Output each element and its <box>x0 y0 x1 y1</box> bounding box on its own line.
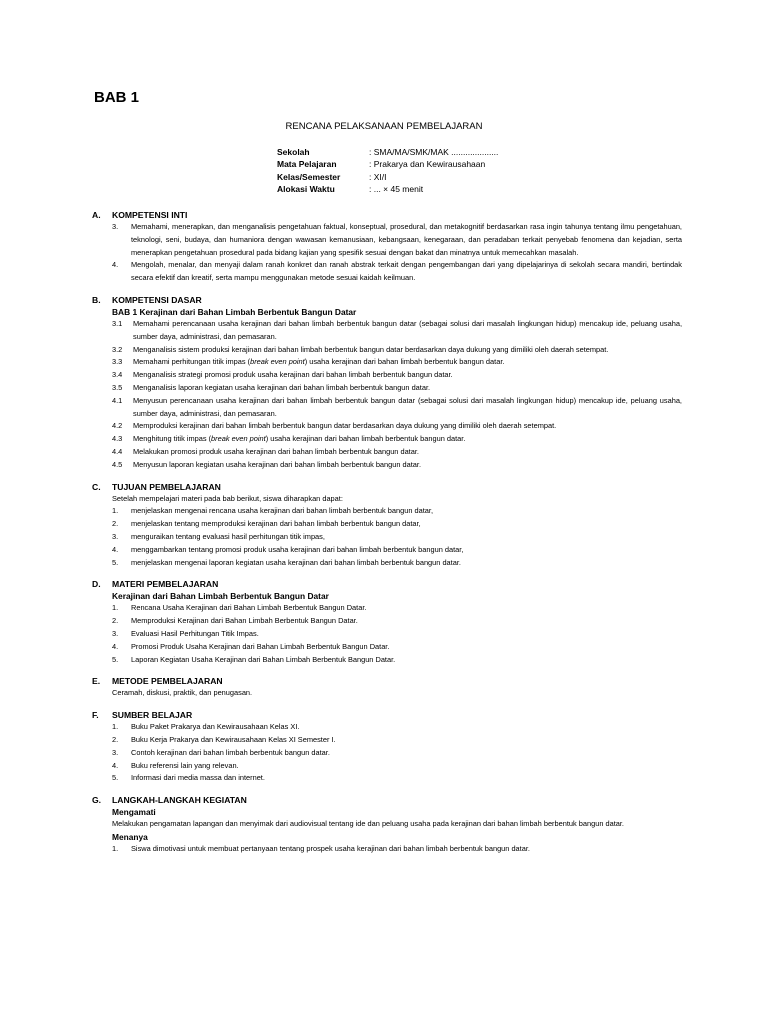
list-item <box>112 628 682 641</box>
identity-row <box>277 158 498 170</box>
identity-row <box>277 171 498 183</box>
section-heading <box>92 578 682 590</box>
item-number: 1. <box>112 843 119 853</box>
item-text: Menyusun perencanaan usaha kerajinan dari bahan limbah berbentuk bangun datar (sebagai solusi dari masalah lingkungan hidup) mencakup ide, peluang usaha, sumber daya, administrasi, dan pemasaran. <box>133 395 682 418</box>
section-langkah-kegiatan <box>92 794 682 856</box>
chapter-heading: BAB 1 <box>94 89 140 106</box>
item-text-post: ) usaha kerajinan dari bahan limbah berbentuk bangun datar. <box>304 357 505 367</box>
list-item <box>112 344 682 357</box>
section-text: Ceramah, diskusi, praktik, dan penugasan. <box>112 688 253 698</box>
section-subtitle: BAB 1 Kerajinan dari Bahan Limbah Berbentuk Bangun Datar <box>112 306 357 317</box>
section-letter: F. <box>92 710 99 721</box>
item-text: Evaluasi Hasil Perhitungan Titik Impas. <box>131 628 259 638</box>
section-letter: C. <box>92 481 101 492</box>
item-number: 4. <box>112 544 119 554</box>
list-item <box>112 318 682 344</box>
identity-row <box>277 146 498 158</box>
list-item <box>112 544 682 557</box>
identity-label: Kelas/Semester <box>277 171 341 182</box>
identity-label: Mata Pelajaran <box>277 159 337 170</box>
item-text: Memproduksi kerajinan dari bahan limbah berbentuk bangun datar berdasarkan daya dukung yang dimiliki oleh daerah setempat. <box>133 421 557 431</box>
section-body <box>92 590 682 666</box>
section-heading <box>92 481 682 493</box>
section-heading <box>92 675 682 687</box>
list-item <box>112 654 682 667</box>
item-number: 2. <box>112 616 119 626</box>
item-number: 1. <box>112 506 119 516</box>
section-letter: D. <box>92 579 101 590</box>
document-body <box>92 209 682 865</box>
item-number: 4. <box>112 760 119 770</box>
list-item <box>112 369 682 382</box>
section-title: MATERI PEMBELAJARAN <box>112 579 219 590</box>
section-letter: G. <box>92 795 102 806</box>
list-item <box>112 557 682 570</box>
section-body <box>92 687 682 700</box>
subsection-mengamati-title: Mengamati <box>112 807 156 818</box>
item-text <box>133 433 682 446</box>
section-title: KOMPETENSI DASAR <box>112 294 202 305</box>
section-title: TUJUAN PEMBELAJARAN <box>112 481 221 492</box>
item-text: menguraikan tentang evaluasi hasil perhitungan titik impas, <box>131 531 325 541</box>
list-item <box>112 433 682 446</box>
item-text: Informasi dari media massa dan internet. <box>131 773 265 783</box>
item-text: Memahami, menerapkan, dan menganalisis pengetahuan faktual, konseptual, prosedural, dan metakognitif berdasarkan rasa ingin tahunya tentang ilmu pengetahuan, teknologi, seni, budaya, dan humaniora dengan wawasan kemanusiaan, kebangsaan, kenegaraan, dan peradaban terkait penyebab fenomena dan kejadian, serta menerapkan pengetahuan prosedural pada bidang kajian yang spesifik sesuai dengan bakat dan minatnya untuk memecahkan masalah. <box>131 222 682 257</box>
item-number: 3.1 <box>112 318 123 328</box>
item-text: Mengolah, menalar, dan menyaji dalam ranah konkret dan ranah abstrak terkait dengan pengembangan dari yang dipelajarinya di sekolah secara mandiri, bertindak secara efektif dan kreatif, serta mampu menggunakan metode sesuai kaidah keilmuan. <box>131 260 682 283</box>
item-number: 3.5 <box>112 382 123 392</box>
item-number: 4.4 <box>112 446 123 456</box>
item-text: Siswa dimotivasi untuk membuat pertanyaan tentang prospek usaha kerajinan dari bahan limbah berbentuk bangun datar. <box>131 843 530 853</box>
item-text-emphasis: break even point <box>211 434 266 444</box>
identity-value: : ... × 45 menit <box>369 183 424 194</box>
item-number: 4. <box>112 641 119 651</box>
identity-value: : SMA/MA/SMK/MAK .................... <box>369 147 499 157</box>
item-number: 4.3 <box>112 434 123 444</box>
section-body <box>92 721 682 785</box>
item-text: Memproduksi Kerajinan dari Bahan Limbah Berbentuk Bangun Datar. <box>131 616 358 626</box>
item-number: 3. <box>112 628 119 638</box>
section-body <box>92 306 682 472</box>
item-text: Laporan Kegiatan Usaha Kerajinan dari Bahan Limbah Berbentuk Bangun Datar. <box>131 654 396 664</box>
item-text: Promosi Produk Usaha Kerajinan dari Bahan Limbah Berbentuk Bangun Datar. <box>131 641 390 651</box>
section-metode-pembelajaran <box>92 675 682 700</box>
item-number: 5. <box>112 773 119 783</box>
list-item <box>112 602 682 615</box>
item-number: 3.2 <box>112 344 123 354</box>
section-intro: Setelah mempelajari materi pada bab berikut, siswa diharapkan dapat: <box>112 493 343 503</box>
item-text: Buku Paket Prakarya dan Kewirausahaan Kelas XI. <box>131 722 300 732</box>
item-number: 4. <box>112 260 119 270</box>
item-text: Memahami perencanaan usaha kerajinan dari bahan limbah berbentuk bangun datar (sebagai solusi dari masalah lingkungan hidup) mencakup ide, peluang usaha, sumber daya, administrasi, dan pemasaran. <box>133 318 682 341</box>
item-number: 3. <box>112 222 119 231</box>
section-heading <box>92 709 682 721</box>
list-item <box>112 382 682 395</box>
item-number: 3. <box>112 747 119 757</box>
list-item <box>112 772 682 785</box>
section-tujuan-pembelajaran <box>92 481 682 570</box>
item-number: 3.4 <box>112 370 123 380</box>
list-item <box>112 420 682 433</box>
list-item <box>112 518 682 531</box>
section-kompetensi-inti <box>92 209 682 285</box>
item-text: Menganalisis strategi promosi produk usaha kerajinan dari bahan limbah berbentuk bangun datar. <box>133 370 453 380</box>
list-item <box>112 395 682 421</box>
item-text-post: ) usaha kerajinan dari bahan limbah berbentuk bangun datar. <box>265 434 466 444</box>
list-item <box>112 221 682 259</box>
document-title: RENCANA PELAKSANAAN PEMBELAJARAN <box>285 121 483 132</box>
section-heading <box>92 794 682 806</box>
section-title: KOMPETENSI INTI <box>112 210 188 220</box>
section-letter: A. <box>92 210 101 220</box>
item-number: 1. <box>112 722 119 732</box>
item-text-pre: Menghitung titik impas ( <box>133 434 212 444</box>
section-sumber-belajar <box>92 709 682 785</box>
item-text: Menganalisis laporan kegiatan usaha kerajinan dari bahan limbah berbentuk bangun datar. <box>133 382 431 392</box>
item-number: 2. <box>112 519 119 529</box>
list-item <box>112 531 682 544</box>
item-text: Menganalisis sistem produksi kerajinan dari bahan limbah berbentuk bangun datar berdasarkan daya dukung yang dimiliki oleh daerah setempat. <box>133 344 609 354</box>
list-item <box>112 459 682 472</box>
list-item <box>112 356 682 369</box>
identity-table <box>277 146 498 195</box>
section-body <box>92 221 682 285</box>
section-letter: E. <box>92 676 101 687</box>
list-item <box>112 641 682 654</box>
item-number: 4.2 <box>112 421 123 431</box>
item-text: Buku referensi lain yang relevan. <box>131 760 239 770</box>
item-number: 4.1 <box>112 395 123 405</box>
identity-label: Sekolah <box>277 147 310 157</box>
item-number: 2. <box>112 734 119 744</box>
section-title: SUMBER BELAJAR <box>112 710 193 721</box>
section-heading <box>92 294 682 306</box>
section-letter: B. <box>92 294 101 305</box>
item-text: menjelaskan mengenai laporan kegiatan usaha kerajinan dari bahan limbah berbentuk bangun datar. <box>131 557 461 567</box>
item-text: Contoh kerajinan dari bahan limbah berbentuk bangun datar. <box>131 747 330 757</box>
section-heading <box>92 209 682 221</box>
list-item <box>112 734 682 747</box>
item-text: menjelaskan tentang memproduksi kerajinan dari bahan limbah berbentuk bangun datar, <box>131 519 421 529</box>
list-item <box>112 721 682 734</box>
identity-value: : XI/I <box>369 171 387 182</box>
item-text: Menyusun laporan kegiatan usaha kerajinan dari bahan limbah berbentuk bangun datar. <box>133 459 422 469</box>
item-text: menjelaskan mengenai rencana usaha kerajinan dari bahan limbah berbentuk bangun datar, <box>131 506 433 516</box>
item-text-emphasis: break even point <box>250 357 305 367</box>
item-text: Buku Kerja Prakarya dan Kewirausahaan Kelas XI Semester I. <box>131 734 336 744</box>
item-number: 3.3 <box>112 357 123 367</box>
item-text: Rencana Usaha Kerajinan dari Bahan Limbah Berbentuk Bangun Datar. <box>131 603 367 613</box>
list-item <box>112 760 682 773</box>
section-body <box>92 493 682 570</box>
list-item <box>112 747 682 760</box>
section-subtitle: Kerajinan dari Bahan Limbah Berbentuk Bangun Datar <box>112 591 329 602</box>
list-item <box>112 446 682 459</box>
subsection-menanya-title: Menanya <box>112 831 148 842</box>
item-text <box>133 356 682 369</box>
section-title: METODE PEMBELAJARAN <box>112 676 223 687</box>
list-item <box>112 505 682 518</box>
item-number: 3. <box>112 531 119 541</box>
item-number: 5. <box>112 557 119 567</box>
section-body <box>92 806 682 856</box>
identity-value: : Prakarya dan Kewirausahaan <box>369 159 486 170</box>
subsection-mengamati-text: Melakukan pengamatan lapangan dan menyimak dari audiovisual tentang ide dan peluang usaha pada kerajinan dari bahan limbah berbentuk bangun datar. <box>112 819 624 829</box>
identity-row <box>277 183 498 195</box>
list-item <box>112 615 682 628</box>
list-item <box>112 259 682 285</box>
item-number: 4.5 <box>112 459 123 469</box>
item-text: Melakukan promosi produk usaha kerajinan dari bahan limbah berbentuk bangun datar. <box>133 446 419 456</box>
list-item <box>112 843 682 856</box>
item-text: menggambarkan tentang promosi produk usaha kerajinan dari bahan limbah berbentuk bangun datar, <box>131 544 464 554</box>
item-number: 5. <box>112 654 119 664</box>
section-title: LANGKAH-LANGKAH KEGIATAN <box>112 795 247 806</box>
item-text-pre: Memahami perhitungan titik impas ( <box>133 357 251 367</box>
identity-label: Alokasi Waktu <box>277 183 335 194</box>
section-materi-pembelajaran <box>92 578 682 666</box>
item-number: 1. <box>112 603 119 613</box>
section-kompetensi-dasar <box>92 294 682 472</box>
